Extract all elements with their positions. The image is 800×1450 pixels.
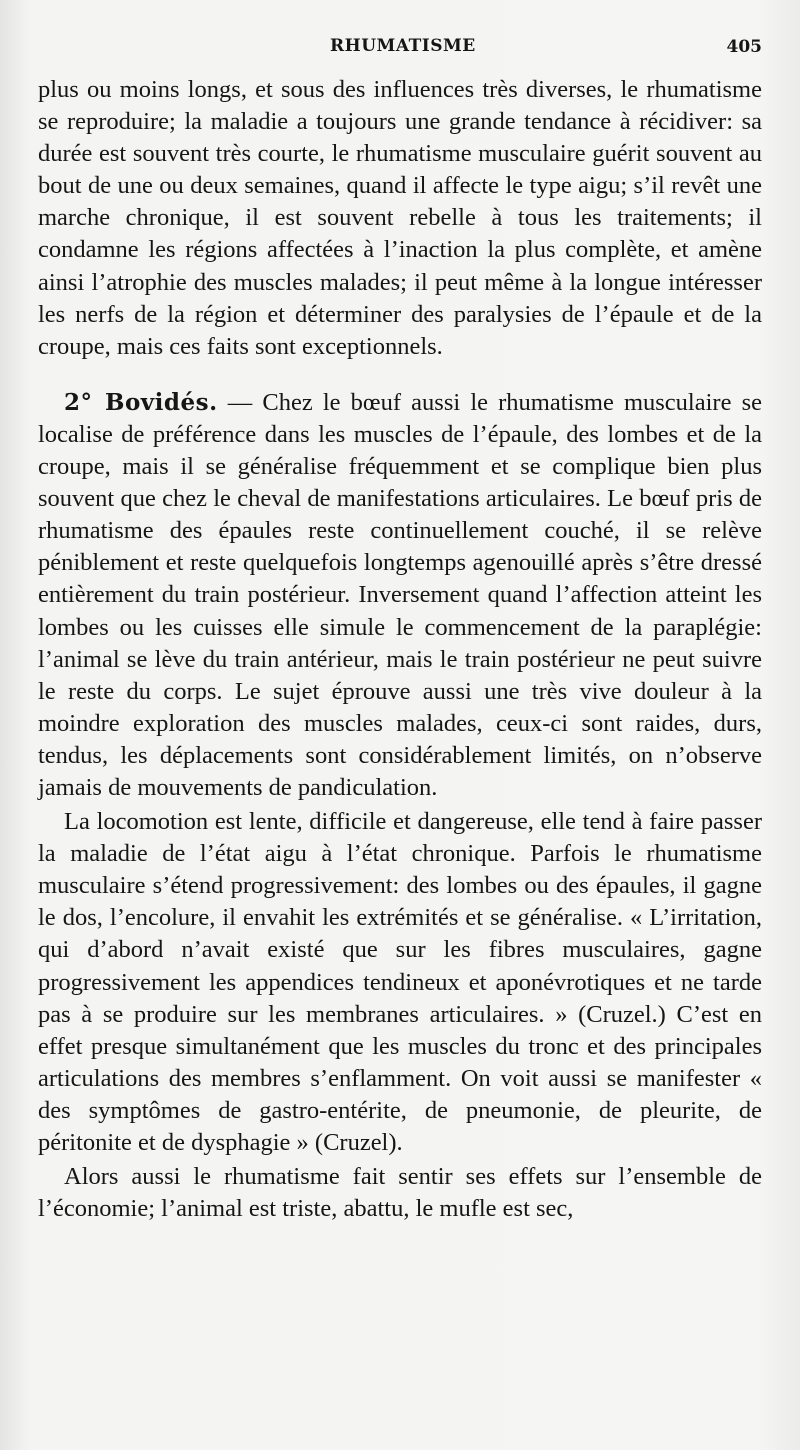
body-text: [38, 74, 762, 1225]
paragraph-text: plus ou moins longs, et sous des influences très diverses, le rhumatisme se reproduire; la maladie a toujours une grande tendance à récidiver: sa durée est souvent très courte, le rhumatisme musculaire guérit souvent au bout de une ou deux semaines, quand il affecte le type aigu; s’il revêt une marche chronique, il est souvent rebelle à tous les traitements; il condamne les régions affectées à l’inaction la plus complète, et amène ainsi l’atrophie des muscles malades; il peut même à la longue intéresser les nerfs de la région et déterminer des paralysies de l’épaule et de la croupe, mais ces faits sont exceptionnels.: [38, 76, 762, 360]
paragraph-text: — Chez le bœuf aussi le rhumatisme musculaire se localise de préférence dans les muscles de l’épaule, des lombes et de la croupe, mais il se généralise fréquemment et se complique bien plus souvent que chez le cheval de manifestations articulaires. Le bœuf pris de rhumatisme des épaules reste continuellement couché, il se relève péniblement et reste quelquefois longtemps agenouillé après s’être dressé entièrement du train postérieur. Inversement quand l’affection atteint les lombes ou les cuisses elle simule le commencement de la paraplégie: l’animal se lève du train antérieur, mais le train postérieur ne peut suivre le reste du corps. Le sujet éprouve aussi une très vive douleur à la moindre exploration des muscles malades, ceux-ci sont raides, durs, tendus, les déplacements sont considérablement limités, on n’observe jamais de mouvements de pandiculation.: [38, 388, 762, 801]
paragraph-text: Alors aussi le rhumatisme fait sentir ses effets sur l’ensemble de l’économie; l’animal est triste, abattu, le mufle est sec,: [38, 1163, 762, 1223]
paragraph-locomotion: [38, 806, 762, 1159]
running-head-title: RHUMATISME: [330, 36, 476, 56]
paragraph-text: La locomotion est lente, difficile et dangereuse, elle tend à faire passer la maladie de l’état aigu à l’état chronique. Parfois le rhumatisme musculaire s’étend progressivement: des lombes ou des épaules, il gagne le dos, l’encolure, il envahit les extrémités et se généralise. « L’irritation, qui d’abord n’avait existé que sur les fibres musculaires, gagne progressivement les appendices tendineux et aponévrotiques et ne tarde pas à se produire sur les membranes articulaires. » (Cruzel.) C’est en effet presque simultanément que les muscles du tronc et des principales articulations des membres s’enflamment. On voit aussi se manifester « des symptômes de gastro-entérite, de pneumonie, de pleurite, de péritonite et de dysphagie » (Cruzel).: [38, 808, 762, 1156]
page-number: 405: [726, 37, 762, 57]
paragraph-continuation: [38, 74, 762, 363]
paragraph-bovides: [38, 387, 762, 804]
section-heading: 2° Bovidés.: [64, 388, 218, 416]
running-head: [0, 36, 800, 66]
paragraph-economie: [38, 1161, 762, 1225]
